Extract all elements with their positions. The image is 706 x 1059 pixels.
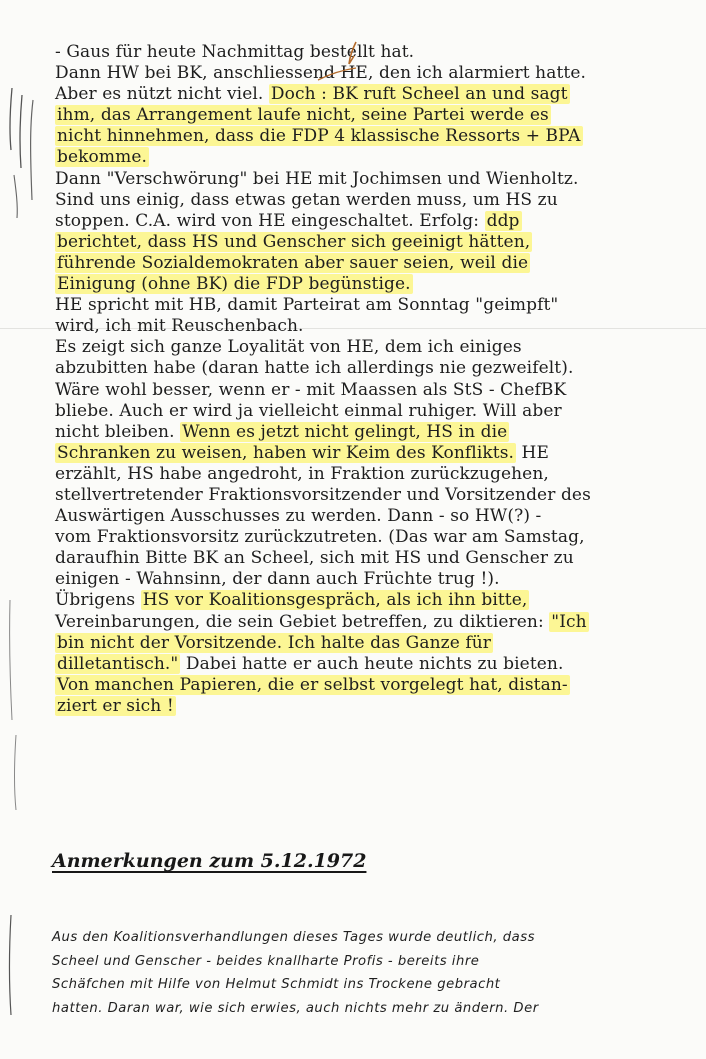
text-segment: daraufhin Bitte BK an Scheel, sich mit HS und Genscher zu bbox=[55, 548, 574, 569]
highlighted-text: Schranken zu weisen, haben wir Keim des Konflikts. bbox=[57, 442, 515, 463]
highlighted-text: Einigung (ohne BK) die FDP begünstige. bbox=[57, 274, 411, 295]
highlighted-text: bin nicht der Vorsitzende. Ich halte das Ganze für bbox=[57, 632, 492, 653]
text-segment: vom Fraktionsvorsitz zurückzutreten. (Das war am Samstag, bbox=[55, 527, 585, 548]
text-line bbox=[55, 380, 685, 401]
text-segment: erzählt, HS habe angedroht, in Fraktion zurückzugehen, bbox=[55, 463, 549, 484]
text-segment: einigen - Wahnsinn, der dann auch Früchte trug !). bbox=[55, 569, 500, 590]
note-line: Scheel und Genscher - beides knallharte Profis - bereits ihre bbox=[52, 953, 480, 969]
text-segment: wird, ich mit Reuschenbach. bbox=[55, 316, 304, 337]
text-line bbox=[55, 105, 685, 126]
text-segment: Dann HW bei BK, anschliessend HE, den ich alarmiert hatte. bbox=[55, 63, 586, 84]
text-line bbox=[55, 422, 685, 443]
text-line bbox=[55, 443, 685, 464]
highlighted-text: ddp bbox=[486, 210, 520, 231]
text-line bbox=[55, 295, 685, 316]
highlighted-text: "Ich bbox=[551, 611, 587, 632]
text-segment: HE bbox=[516, 442, 549, 463]
text-segment: Es zeigt sich ganze Loyalität von HE, dem ich einiges bbox=[55, 337, 522, 358]
text-line bbox=[55, 169, 685, 190]
text-line bbox=[55, 84, 685, 105]
note-line: hatten. Daran war, wie sich erwies, auch nichts mehr zu ändern. Der bbox=[52, 1000, 539, 1016]
text-line bbox=[55, 316, 685, 337]
text-line bbox=[55, 126, 685, 147]
text-line bbox=[55, 63, 685, 84]
text-line bbox=[55, 232, 685, 253]
text-line bbox=[55, 211, 685, 232]
text-line bbox=[55, 506, 685, 527]
text-line bbox=[55, 253, 685, 274]
highlighted-text: HS vor Koalitionsgespräch, als ich ihn bitte, bbox=[142, 590, 528, 611]
text-line bbox=[55, 612, 685, 633]
text-line bbox=[55, 633, 685, 654]
highlighted-text: führende Sozialdemokraten aber sauer seien, weil die bbox=[57, 252, 529, 273]
text-line bbox=[55, 654, 685, 675]
text-segment: Auswärtigen Ausschusses zu werden. Dann - so HW(?) - bbox=[55, 506, 542, 527]
text-segment: nicht bleiben. bbox=[55, 421, 181, 442]
highlighted-text: ziert er sich ! bbox=[57, 695, 174, 716]
diary-body-text bbox=[55, 42, 685, 717]
text-line bbox=[55, 401, 685, 422]
text-line bbox=[55, 527, 685, 548]
text-line bbox=[55, 274, 685, 295]
margin-bracket-mark bbox=[10, 88, 12, 150]
highlighted-text: berichtet, dass HS und Genscher sich geeinigt hätten, bbox=[57, 231, 531, 252]
text-line bbox=[55, 590, 685, 611]
text-segment: Wäre wohl besser, wenn er - mit Maassen als StS - ChefBK bbox=[55, 379, 567, 400]
note-line: Aus den Koalitionsverhandlungen dieses Tages wurde deutlich, dass bbox=[52, 930, 535, 945]
text-line bbox=[55, 42, 685, 63]
text-line bbox=[55, 569, 685, 590]
text-segment: Dabei hatte er auch heute nichts zu bieten. bbox=[180, 653, 564, 674]
note-line: Schäfchen mit Hilfe von Helmut Schmidt ins Trockene gebracht bbox=[52, 977, 501, 992]
text-line bbox=[55, 464, 685, 485]
highlighted-text: Von manchen Papieren, die er selbst vorgelegt hat, distan- bbox=[57, 674, 568, 695]
highlighted-text: ihm, das Arrangement laufe nicht, seine Partei werde es bbox=[57, 105, 549, 126]
text-segment: Sind uns einig, dass etwas getan werden muss, um HS zu bbox=[55, 189, 558, 210]
highlighted-text: nicht hinnehmen, dass die FDP 4 klassische Ressorts + BPA bbox=[57, 126, 581, 147]
text-segment: stellvertretender Fraktionsvorsitzender und Vorsitzender des bbox=[55, 484, 591, 505]
text-segment: Übrigens bbox=[55, 590, 141, 611]
text-segment: Vereinbarungen, die sein Gebiet betreffen, zu diktieren: bbox=[55, 611, 550, 632]
text-line bbox=[55, 675, 685, 696]
margin-bracket-mark bbox=[20, 95, 22, 168]
text-line bbox=[55, 485, 685, 506]
notes-text bbox=[52, 926, 682, 1020]
highlighted-text: dilletantisch." bbox=[57, 653, 179, 674]
text-line bbox=[55, 696, 685, 717]
text-segment: abzubitten habe (daran hatte ich allerdings nie gezweifelt). bbox=[55, 358, 574, 379]
margin-bracket-mark bbox=[15, 735, 17, 810]
highlighted-text: bekomme. bbox=[57, 147, 147, 168]
margin-bracket-mark bbox=[31, 100, 33, 200]
text-line bbox=[55, 548, 685, 569]
highlighted-text: Doch : BK ruft Scheel an und sagt bbox=[270, 84, 568, 105]
text-line bbox=[55, 190, 685, 211]
text-segment: HE spricht mit HB, damit Parteirat am Sonntag "geimpft" bbox=[55, 295, 559, 316]
highlighted-text: Wenn es jetzt nicht gelingt, HS in die bbox=[182, 421, 508, 442]
text-segment: - Gaus für heute Nachmittag bestellt hat. bbox=[55, 42, 415, 62]
text-segment: Dann "Verschwörung" bei HE mit Jochimsen und Wienholtz. bbox=[55, 168, 579, 189]
margin-bracket-mark bbox=[10, 600, 12, 720]
text-line bbox=[55, 337, 685, 358]
text-segment: stoppen. C.A. wird von HE eingeschaltet. Erfolg: bbox=[55, 210, 485, 231]
text-line bbox=[55, 147, 685, 168]
margin-bracket-mark bbox=[10, 915, 12, 1015]
notes-heading: Anmerkungen zum 5.12.1972 bbox=[52, 850, 367, 872]
margin-bracket-mark bbox=[14, 175, 17, 218]
text-line bbox=[55, 358, 685, 379]
text-segment: Aber es nützt nicht viel. bbox=[55, 84, 269, 105]
text-segment: bliebe. Auch er wird ja vielleicht einmal ruhiger. Will aber bbox=[55, 400, 562, 421]
